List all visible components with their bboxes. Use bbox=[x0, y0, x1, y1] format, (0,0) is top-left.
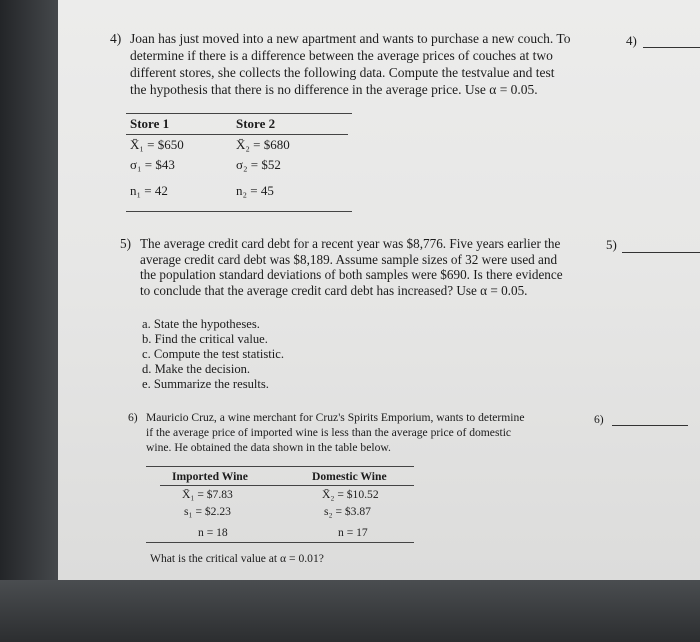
question-5-text bbox=[140, 236, 563, 298]
table-row bbox=[130, 155, 348, 175]
answer-4-blank[interactable] bbox=[643, 47, 700, 48]
table-row bbox=[130, 181, 348, 201]
background-bottom bbox=[0, 580, 700, 642]
answer-5-label: 5) bbox=[606, 237, 617, 252]
answer-6-blank[interactable] bbox=[612, 425, 688, 426]
question-5-line: the population standard deviations of both samples were $690. Is there evidence bbox=[140, 267, 563, 282]
table-4-cell: X̄₂ = $680 bbox=[236, 137, 290, 152]
table-row bbox=[130, 135, 348, 155]
table-4-header-row bbox=[130, 114, 348, 134]
answer-6-label: 6) bbox=[594, 413, 604, 426]
table-6-bottom-rule bbox=[146, 542, 414, 543]
question-4-line: determine if there is a difference between the average prices of couches at two bbox=[130, 48, 553, 63]
question-5-number: 5) bbox=[120, 236, 131, 251]
answer-4-label: 4) bbox=[626, 33, 637, 48]
table-6-cell: X̄₂ = $10.52 bbox=[322, 488, 379, 501]
table-row bbox=[172, 486, 432, 503]
question-6-line: wine. He obtained the data shown in the table below. bbox=[146, 441, 391, 454]
table-6-header-imported: Imported Wine bbox=[172, 470, 248, 483]
question-6-line: if the average price of imported wine is less than the average price of domestic bbox=[146, 426, 512, 439]
table-6-cell: s₂ = $3.87 bbox=[324, 505, 371, 518]
list-item: b. Find the critical value. bbox=[142, 332, 268, 346]
table-6-top-rule bbox=[146, 466, 414, 467]
list-item: e. Summarize the results. bbox=[142, 377, 269, 391]
table-4-bottom-rule bbox=[126, 211, 352, 212]
table-4 bbox=[130, 114, 348, 201]
question-6-text bbox=[146, 410, 524, 455]
table-6-cell: X̄₁ = $7.83 bbox=[182, 488, 233, 501]
table-row bbox=[172, 524, 432, 541]
list-item: c. Compute the test statistic. bbox=[142, 347, 285, 361]
question-5-line: to conclude that the average credit card debt has increased? Use α = 0.05. bbox=[140, 282, 528, 298]
table-4-cell: n₂ = 45 bbox=[236, 183, 274, 198]
question-4-line: the hypothesis that there is no difference in the average price. Use α = 0.05. bbox=[130, 82, 538, 97]
question-5 bbox=[120, 236, 660, 306]
table-4-cell: σ₂ = $52 bbox=[236, 157, 281, 172]
table-4-cell: n₁ = 42 bbox=[130, 183, 168, 198]
question-6-line: Mauricio Cruz, a wine merchant for Cruz's Spirits Emporium, wants to determine bbox=[146, 411, 525, 424]
question-5-line: average credit card debt was $8,189. Assume sample sizes of 32 were used and bbox=[140, 251, 558, 267]
table-6-header-domestic: Domestic Wine bbox=[312, 470, 387, 483]
question-4-text bbox=[130, 30, 570, 98]
background-left-edge bbox=[0, 0, 58, 642]
table-row bbox=[172, 503, 432, 520]
table-4-header-store1: Store 1 bbox=[130, 116, 170, 131]
question-5-line: The average credit card debt for a recent year was $8,776. Five years earlier the bbox=[140, 236, 561, 251]
table-4-header-store2: Store 2 bbox=[236, 116, 276, 131]
worksheet-page bbox=[58, 0, 700, 580]
list-item: a. State the hypotheses. bbox=[142, 317, 260, 331]
question-6 bbox=[128, 410, 608, 456]
question-6-footer: What is the critical value at α = 0.01? bbox=[150, 552, 324, 565]
table-6-cell: n = 17 bbox=[338, 526, 368, 539]
table-6-header-row bbox=[172, 468, 432, 485]
question-4 bbox=[110, 30, 670, 102]
list-item: d. Make the decision. bbox=[142, 362, 251, 376]
question-4-line: different stores, she collects the following data. Compute the testvalue and test bbox=[130, 65, 555, 80]
table-6-cell: n = 18 bbox=[198, 526, 228, 539]
question-5-parts bbox=[142, 317, 284, 392]
question-4-line: Joan has just moved into a new apartment and wants to purchase a new couch. To bbox=[130, 31, 571, 46]
table-6 bbox=[172, 468, 432, 541]
table-6-cell: s₁ = $2.23 bbox=[184, 505, 231, 518]
question-4-number: 4) bbox=[110, 31, 122, 46]
table-4-cell: σ₁ = $43 bbox=[130, 157, 175, 172]
table-4-cell: X̄₁ = $650 bbox=[130, 137, 184, 152]
question-6-number: 6) bbox=[128, 411, 138, 424]
answer-5-blank[interactable] bbox=[622, 252, 700, 253]
